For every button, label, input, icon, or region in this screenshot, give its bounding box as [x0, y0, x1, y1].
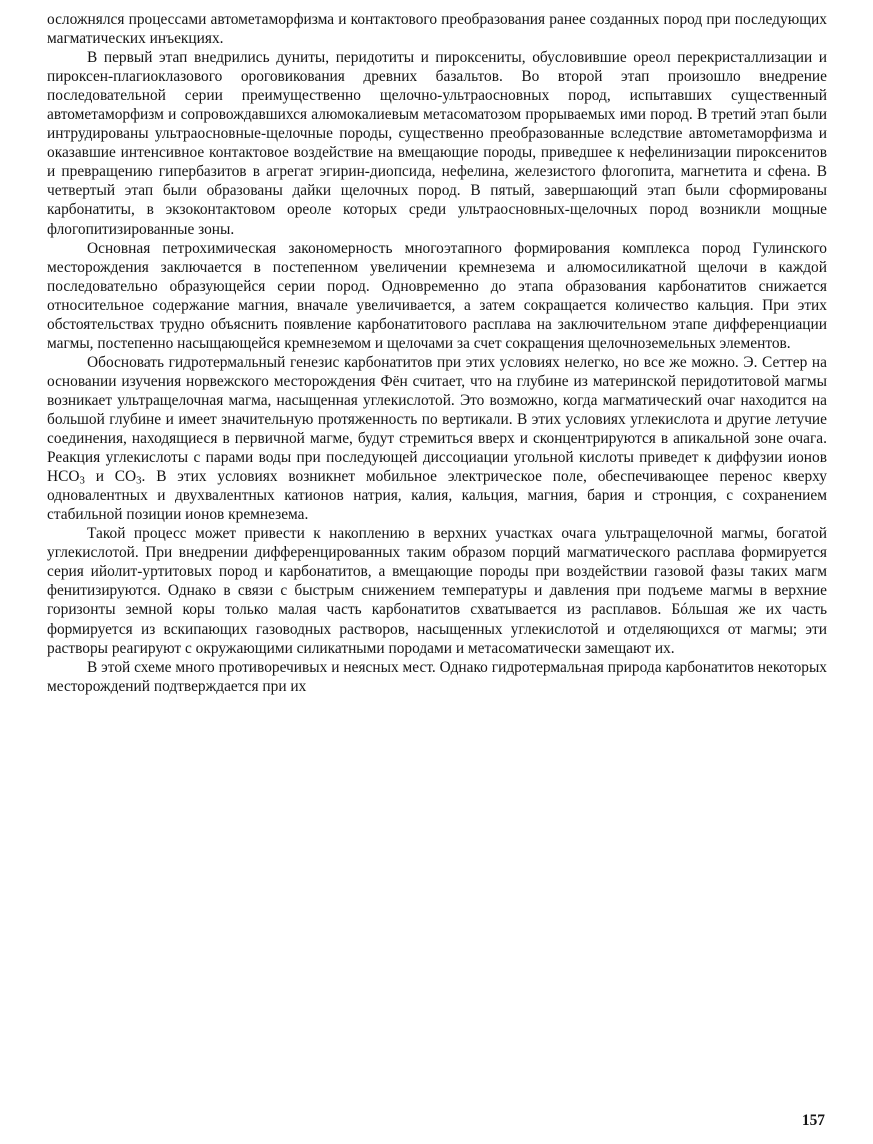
paragraph-accumulation: Такой процесс может привести к накоплению в верхних участках очага ультращелочной магмы, богатой углекислотой. При внедрении дифференцированных таким образом порций магматического расплава формируется серия ийолит-уртитовых пород и карбонатитов, а вмещающие породы при воздействии газовой фазы таких магм фенитизируются. Однако в связи с быстрым снижением температуры и давления при подъеме магмы в верхние горизонты земной коры только малая часть карбонатитов схватывается из расплавов. Бóльшая же их часть формируется из вскипающих газоводных растворов, насыщенных углекислотой и отделяющихся от магмы; эти растворы реагируют с окружающими силикатными породами и метасоматически замещают их. — [47, 525, 827, 657]
ion-hco3: $HCO_3$ — [47, 468, 85, 487]
paragraph-contradictions: В этой схеме много противоречивых и неясных мест. Однако гидротермальная природа карбонатитов некоторых месторождений подтверждается при их — [47, 658, 827, 695]
page-number: 157 — [801, 1112, 825, 1129]
paragraph-petrochemistry: Основная петрохимическая закономерность многоэтапного формирования комплекса пород Гулинского месторождения заключается в постепенном увеличении кремнезема и алюмосиликатной щелочи в каждой последовательно образующейся серии пород. Одновременно до этапа образования карбонатитов снижается относительное содержание магния, вначале увеличивается, а затем сокращается количество кальция. При этих обстоятельствах трудно объяснить появление карбонатитового расплава на заключительном этапе дифференциации магмы, постепенно насыщающейся кремнеземом и щелочами за счет сокращения щелочноземельных элементов. — [47, 239, 827, 352]
ion-co3: $CO_3$ — [114, 468, 142, 487]
paragraph-hydrothermal-genesis — [47, 353, 827, 524]
paragraph-text-before: Обосновать гидротермальный генезис карбонатитов при этих условиях нелегко, но все же можно. Э. Сеттер на основании изучения норвежского месторождения Фён считает, что на глубине из материнской перидотитовой магмы возникает ультращелочная магма, насыщенная углекислотой. Это возможно, когда магматический очаг находится на большой глубине и имеет значительную протяженность по вертикали. В этих условиях углекислота и другие летучие соединения, находящиеся в первичной магме, будут стремиться вверх и сконцентрируются в апикальной зоне очага. Реакция углекислоты с парами воды при последующей диссоциации угольной кислоты приведет к диффузии ионов — [47, 353, 827, 467]
conjunction: и — [84, 468, 115, 486]
paragraph-continuation: осложнялся процессами автометаморфизма и контактового преобразования ранее созданных пород при последующих магматических инъекциях. — [47, 11, 827, 48]
page-body — [47, 10, 827, 696]
paragraph-stages: В первый этап внедрились дуниты, перидотиты и пироксениты, обусловившие ореол перекристаллизации и пироксен-плагиоклазового ороговикования древних базальтов. Во второй этап произошло внедрение последовательной серии преимущественно щелочно-ультраосновных пород, испытавших существенный автометаморфизм и сопровождавшихся алюмокалиевым метасоматозом прорываемых ими пород. В третий этап были интрудированы ультраосновные-щелочные породы, существенно преобразованные вследствие автометаморфизма и оказавшие интенсивное контактовое воздействие на вмещающие породы, приведшее к нефелинизации пироксенитов и превращению гипербазитов в агрегат эгирин-диопсида, нефелина, железистого флогопита, магнетита и сфена. В четвертый этап были образованы дайки щелочных пород. В пятый, завершающий этап были сформированы карбонатиты, в экзоконтактовом ореоле которых среди ультраосновных-щелочных пород возникли мощные флогопитизированные зоны. — [47, 49, 827, 238]
paragraph-text-after: . В этих условиях возникнет мобильное электрическое поле, обеспечивающее перенос кверху одновалентных и двухвалентных катионов натрия, калия, кальция, магния, бария и стронция, с сохранением стабильной позиции ионов кремнезема. — [47, 468, 827, 524]
